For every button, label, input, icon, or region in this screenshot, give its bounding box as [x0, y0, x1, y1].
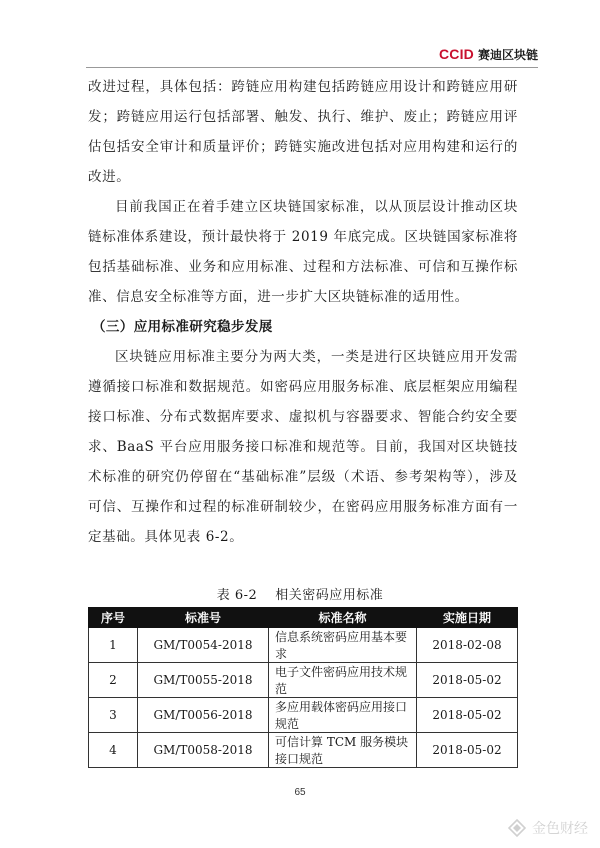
cell-standard-name: 电子文件密码应用技术规范 — [269, 663, 417, 698]
page-number: 65 — [294, 787, 306, 798]
cell-effective-date: 2018-05-02 — [417, 663, 518, 698]
diamond-logo-icon — [508, 819, 526, 837]
cell-effective-date: 2018-05-02 — [417, 733, 518, 768]
paragraph-application-standards: 区块链应用标准主要分为两大类，一类是进行区块链应用开发需遵循接口标准和数据规范。如密码应用服务标准、底层框架应用编程接口标准、分布式数据库要求、虚拟机与容器要求、智能合约安全要求、BaaS 平台应用服务接口标准和规范等。目前，我国对区块链技术标准的研究仍停留在“基础标准”层级（术语、参考架构等），涉及可信、互操作和过程的标准研制较少，在密码应用服务标准方面有一定基础。具体见表 6-2。 — [88, 349, 518, 545]
watermark — [508, 818, 588, 838]
header-standard-name: 标准名称 — [269, 608, 417, 628]
section-heading: （三）应用标准研究稳步发展 — [92, 319, 273, 335]
paragraph-national-standards: 目前我国正在着手建立区块链国家标准，以从顶层设计推动区块链标准体系建设，预计最快将于 2019 年底完成。区块链国家标准将包括基础标准、业务和应用标准、过程和方法标准、可信和互操作标准、信息安全标准等方面，进一步扩大区块链标准的适用性。 — [88, 199, 518, 305]
crypto-standards-table — [88, 607, 518, 768]
cell-standard-code: GM/T0055-2018 — [138, 663, 269, 698]
cell-effective-date: 2018-02-08 — [417, 628, 518, 663]
header-serial: 序号 — [89, 608, 138, 628]
document-body — [88, 72, 518, 552]
paragraph-cross-chain: 改进过程，具体包括：跨链应用构建包括跨链应用设计和跨链应用研发；跨链应用运行包括部署、触发、执行、维护、废止；跨链应用评估包括安全审计和质量评价；跨链实施改进包括对应用构建和运行的改进。 — [88, 79, 518, 185]
cell-serial: 4 — [89, 733, 138, 768]
table-row — [89, 663, 518, 698]
cell-serial: 1 — [89, 628, 138, 663]
header-effective-date: 实施日期 — [417, 608, 518, 628]
header-standard-code: 标准号 — [138, 608, 269, 628]
table-row — [89, 628, 518, 663]
cell-standard-name: 多应用载体密码应用接口规范 — [269, 698, 417, 733]
cell-standard-code: GM/T0058-2018 — [138, 733, 269, 768]
table-header-row — [89, 608, 518, 628]
table-caption — [0, 584, 600, 603]
cell-standard-name: 信息系统密码应用基本要求 — [269, 628, 417, 663]
watermark-text: 金色财经 — [532, 821, 588, 837]
cell-standard-code: GM/T0056-2018 — [138, 698, 269, 733]
header-divider — [86, 67, 538, 68]
table-row — [89, 698, 518, 733]
cell-serial: 2 — [89, 663, 138, 698]
table-caption-title: 相关密码应用标准 — [275, 588, 384, 603]
table-row — [89, 733, 518, 768]
ccid-logo: CCID — [438, 46, 474, 62]
cell-standard-name: 可信计算 TCM 服务模块接口规范 — [269, 733, 417, 768]
cell-standard-code: GM/T0054-2018 — [138, 628, 269, 663]
cell-serial: 3 — [89, 698, 138, 733]
cell-effective-date: 2018-05-02 — [417, 698, 518, 733]
table-caption-number: 表 6-2 — [216, 588, 258, 603]
header-brand — [439, 46, 538, 63]
brand-name: 赛迪区块链 — [477, 48, 538, 62]
